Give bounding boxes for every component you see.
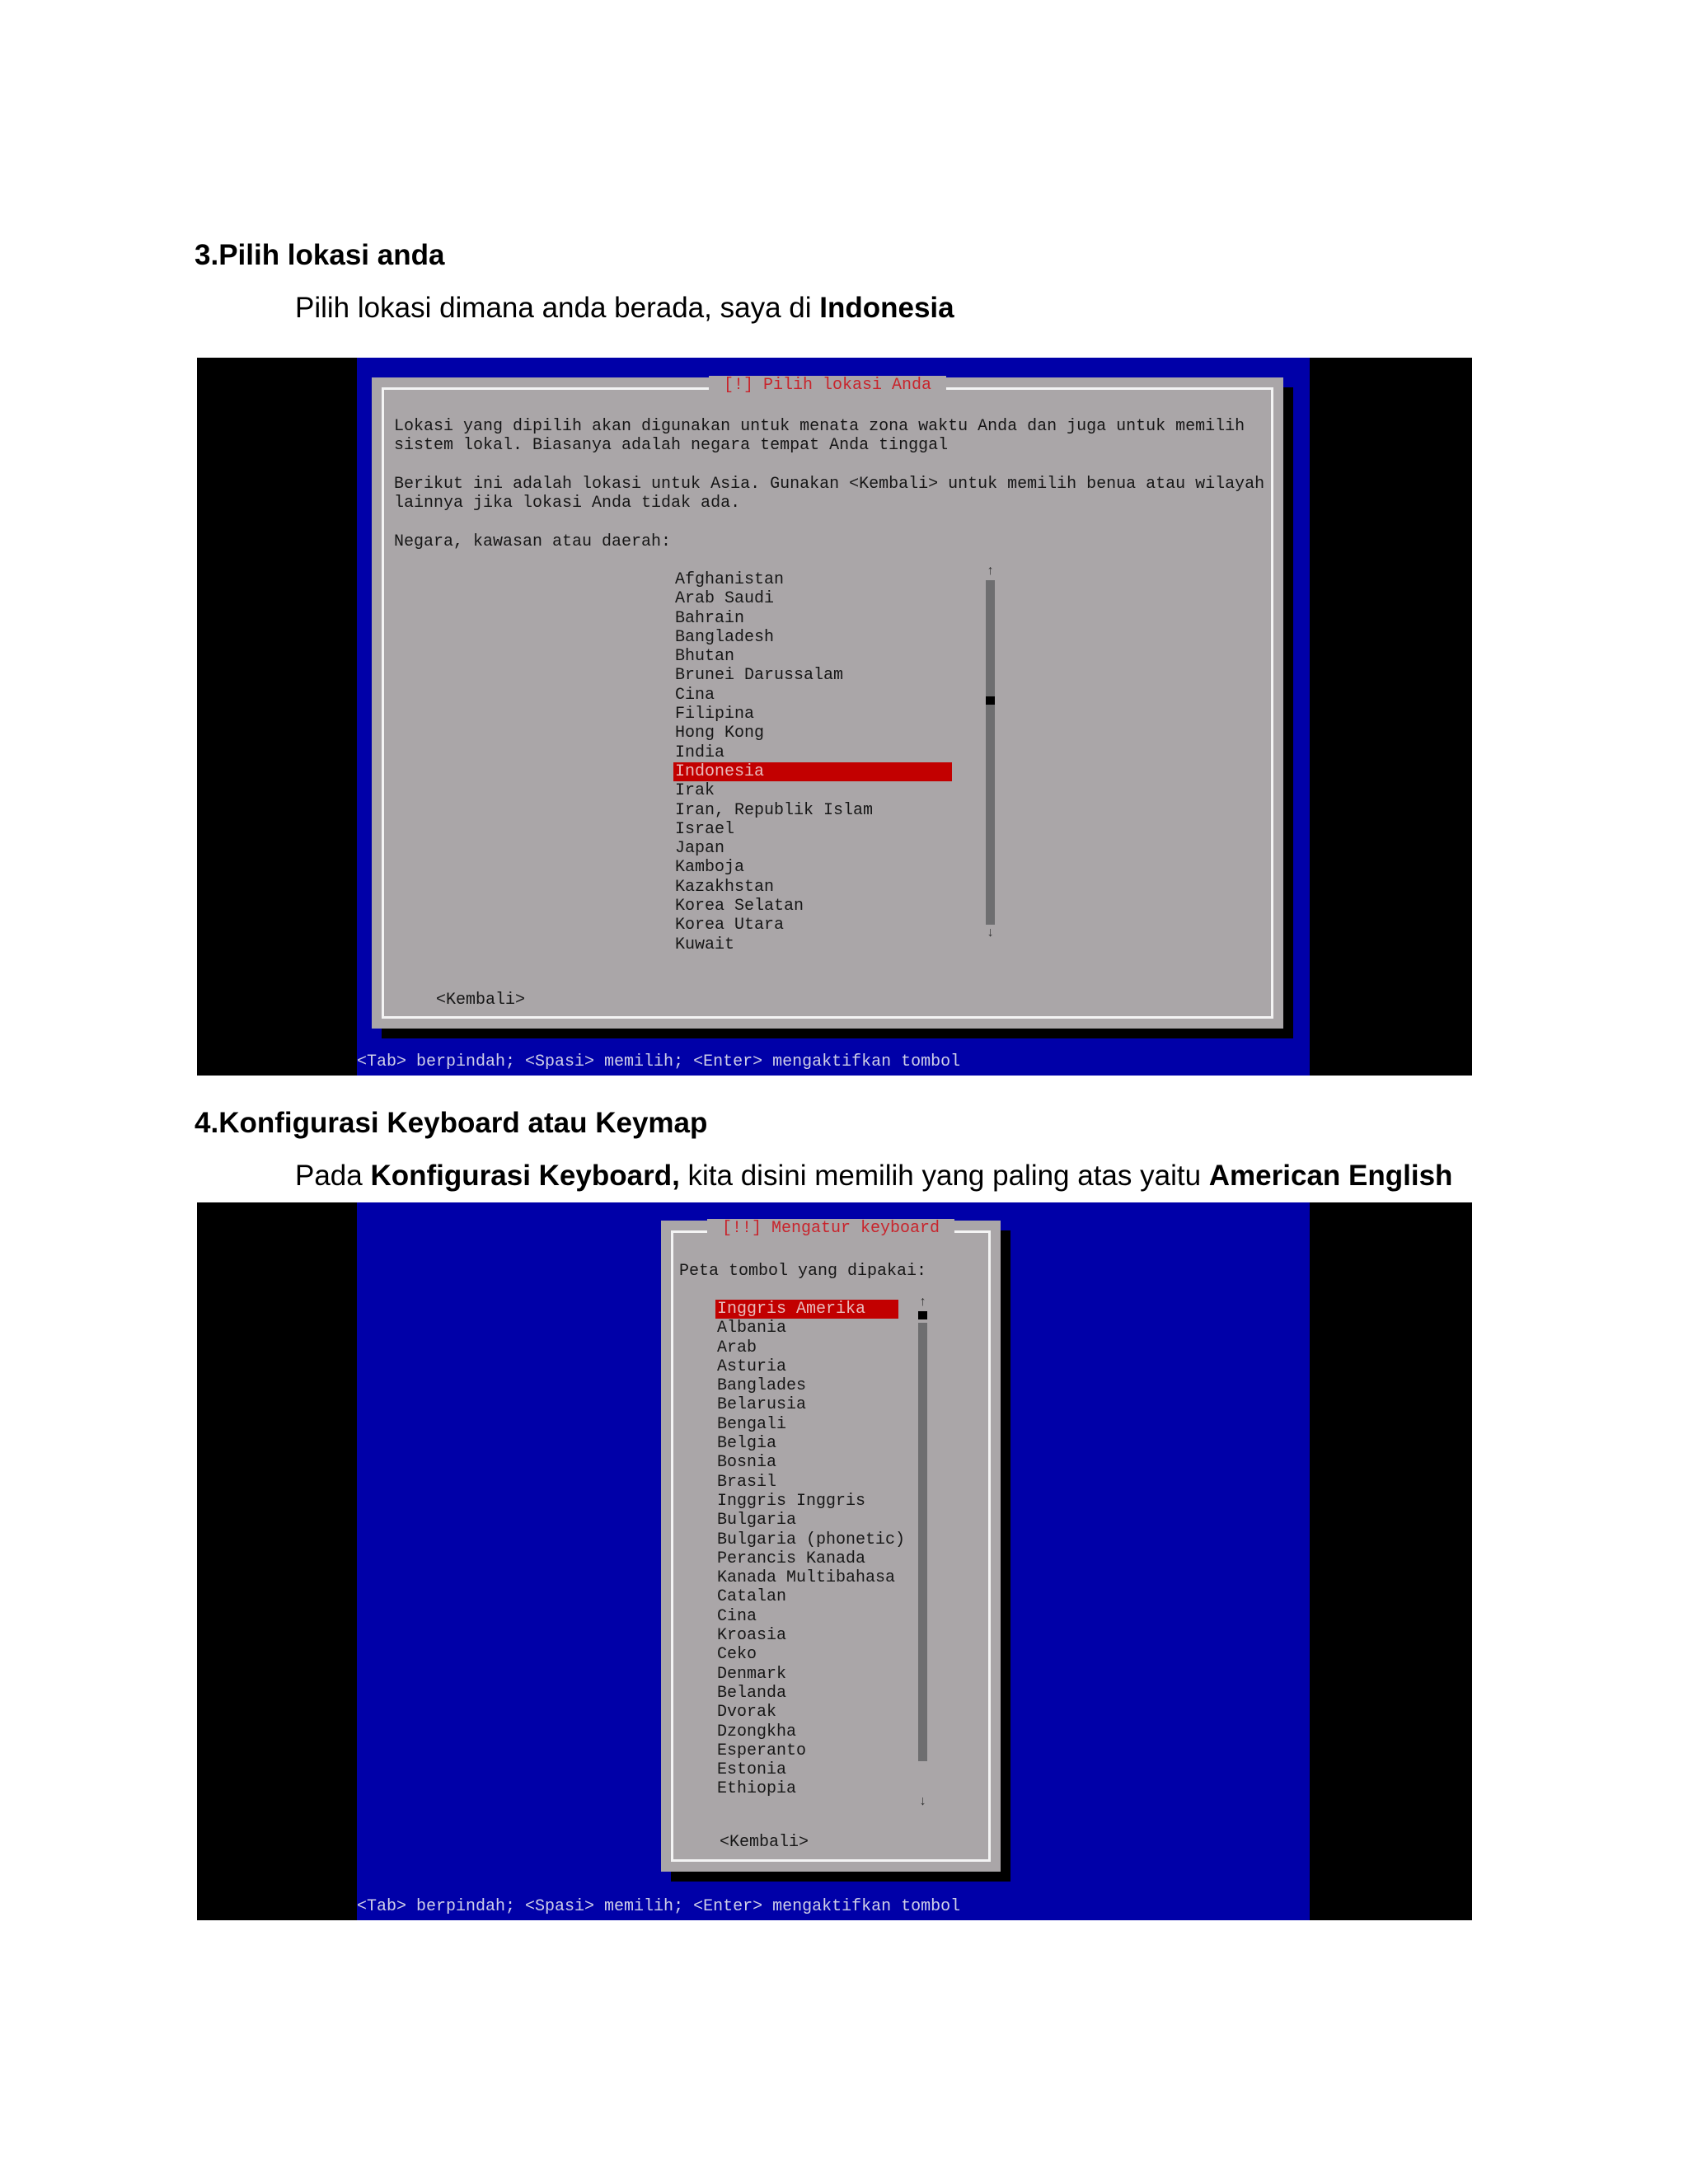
- country-list[interactable]: [673, 570, 952, 954]
- back-button[interactable]: <Kembali>: [720, 1833, 809, 1852]
- location-info-line-2: sistem lokal. Biasanya adalah negara tempat Anda tinggal: [394, 436, 949, 455]
- keymap-prompt: Peta tombol yang dipakai:: [679, 1262, 927, 1281]
- keymap-list-item[interactable]: Belgia: [717, 1434, 777, 1454]
- screenshot-location: [197, 358, 1472, 1076]
- country-list-scroll-thumb[interactable]: [986, 696, 995, 705]
- keymap-list-item[interactable]: Belarusia: [717, 1395, 807, 1415]
- keymap-list-item[interactable]: Bulgaria: [717, 1511, 797, 1530]
- keymap-list-item[interactable]: Belanda: [717, 1683, 787, 1703]
- country-list-item[interactable]: Kamboja: [675, 858, 745, 878]
- country-list-item[interactable]: Afghanistan: [675, 570, 785, 589]
- keymap-list-item[interactable]: Dzongkha: [717, 1722, 797, 1741]
- country-list-item[interactable]: Kuwait: [675, 935, 735, 954]
- keymap-list-item[interactable]: Banglades: [717, 1376, 807, 1396]
- location-dialog: [372, 377, 1283, 1029]
- country-list-item[interactable]: Korea Utara: [675, 916, 785, 935]
- keymap-list-item[interactable]: Bulgaria (phonetic): [717, 1530, 906, 1549]
- country-list-item[interactable]: Brunei Darussalam: [675, 666, 844, 686]
- screenshot-keyboard: [197, 1202, 1472, 1920]
- country-list-item[interactable]: Israel: [675, 819, 735, 839]
- country-list-item[interactable]: Bhutan: [675, 647, 735, 667]
- keymap-list-item-selected[interactable]: Inggris Amerika: [715, 1300, 898, 1319]
- keyboard-dialog-title: [!!] Mengatur keyboard: [707, 1219, 954, 1239]
- country-list-item[interactable]: Filipina: [675, 705, 755, 724]
- keymap-list-item[interactable]: Bosnia: [717, 1453, 777, 1473]
- location-choice: Indonesia: [819, 292, 954, 324]
- country-list-item[interactable]: Korea Selatan: [675, 897, 804, 916]
- location-prompt: Negara, kawasan atau daerah:: [394, 532, 672, 551]
- section-3-heading: 3.Pilih lokasi anda: [195, 239, 445, 271]
- back-button[interactable]: <Kembali>: [436, 991, 526, 1010]
- keymap-list-scroll-thumb[interactable]: [918, 1311, 927, 1319]
- country-list-item[interactable]: Irak: [675, 781, 715, 801]
- country-list-item[interactable]: Iran, Republik Islam: [675, 800, 874, 820]
- country-list-item[interactable]: India: [675, 743, 725, 762]
- keymap-list-scrollbar[interactable]: [918, 1323, 927, 1761]
- keymap-choice: American English: [1208, 1160, 1453, 1192]
- status-bar: <Tab> berpindah; <Spasi> memilih; <Enter> mengaktifkan tombol: [357, 1052, 961, 1071]
- keyboard-dialog: [661, 1221, 1001, 1872]
- country-list-item-selected[interactable]: Indonesia: [673, 762, 952, 781]
- keymap-list-item[interactable]: Cina: [717, 1606, 757, 1626]
- location-dialog-title: [!] Pilih lokasi Anda: [709, 376, 946, 396]
- country-list-item[interactable]: Bahrain: [675, 608, 745, 628]
- scroll-down-arrow-icon[interactable]: ↓: [986, 926, 995, 940]
- keymap-list-item[interactable]: Esperanto: [717, 1741, 807, 1760]
- scroll-down-arrow-icon[interactable]: ↓: [918, 1794, 927, 1809]
- keymap-list[interactable]: [715, 1300, 906, 1799]
- country-list-item[interactable]: Arab Saudi: [675, 589, 775, 609]
- section-4-description: Pada Konfigurasi Keyboard, kita disini memilih yang paling atas yaitu American English: [295, 1160, 1453, 1192]
- keymap-list-item[interactable]: Kanada Multibahasa: [717, 1568, 896, 1588]
- country-list-item[interactable]: Kazakhstan: [675, 877, 775, 897]
- installer-screen-location: [357, 358, 1310, 1076]
- keymap-list-item[interactable]: Arab: [717, 1338, 757, 1357]
- location-help-line-1: Berikut ini adalah lokasi untuk Asia. Gunakan <Kembali> untuk memilih benua atau wilayah: [394, 475, 1265, 494]
- country-list-item[interactable]: Bangladesh: [675, 627, 775, 647]
- keymap-list-item[interactable]: Inggris Inggris: [717, 1491, 866, 1511]
- keymap-list-item[interactable]: Ethiopia: [717, 1779, 797, 1799]
- keymap-list-item[interactable]: Catalan: [717, 1587, 787, 1607]
- keymap-list-item[interactable]: Denmark: [717, 1664, 787, 1684]
- keymap-list-item[interactable]: Kroasia: [717, 1626, 787, 1646]
- location-info-line-1: Lokasi yang dipilih akan digunakan untuk menata zona waktu Anda dan juga untuk memilih: [394, 417, 1245, 436]
- section-3-description: Pilih lokasi dimana anda berada, saya di Indonesia: [295, 292, 954, 324]
- keymap-list-item[interactable]: Estonia: [717, 1760, 787, 1780]
- country-list-item[interactable]: Cina: [675, 685, 715, 705]
- country-list-scrollbar[interactable]: [986, 580, 995, 925]
- status-bar: <Tab> berpindah; <Spasi> memilih; <Enter> mengaktifkan tombol: [357, 1897, 961, 1916]
- location-help-line-2: lainnya jika lokasi Anda tidak ada.: [394, 494, 741, 513]
- keymap-list-item[interactable]: Perancis Kanada: [717, 1549, 866, 1568]
- section-4-heading: 4.Konfigurasi Keyboard atau Keymap: [195, 1107, 708, 1139]
- country-list-item[interactable]: Hong Kong: [675, 724, 765, 743]
- keymap-list-item[interactable]: Dvorak: [717, 1703, 777, 1722]
- keymap-list-item[interactable]: Brasil: [717, 1472, 777, 1492]
- keymap-list-item[interactable]: Asturia: [717, 1357, 787, 1376]
- keymap-list-item[interactable]: Ceko: [717, 1645, 757, 1665]
- keymap-list-item[interactable]: Bengali: [717, 1414, 787, 1434]
- keymap-list-item[interactable]: Albania: [717, 1319, 787, 1338]
- installer-screen-keyboard: [357, 1202, 1310, 1920]
- scroll-up-arrow-icon[interactable]: ↑: [986, 564, 995, 579]
- country-list-item[interactable]: Japan: [675, 839, 725, 859]
- scroll-up-arrow-icon[interactable]: ↑: [918, 1295, 927, 1310]
